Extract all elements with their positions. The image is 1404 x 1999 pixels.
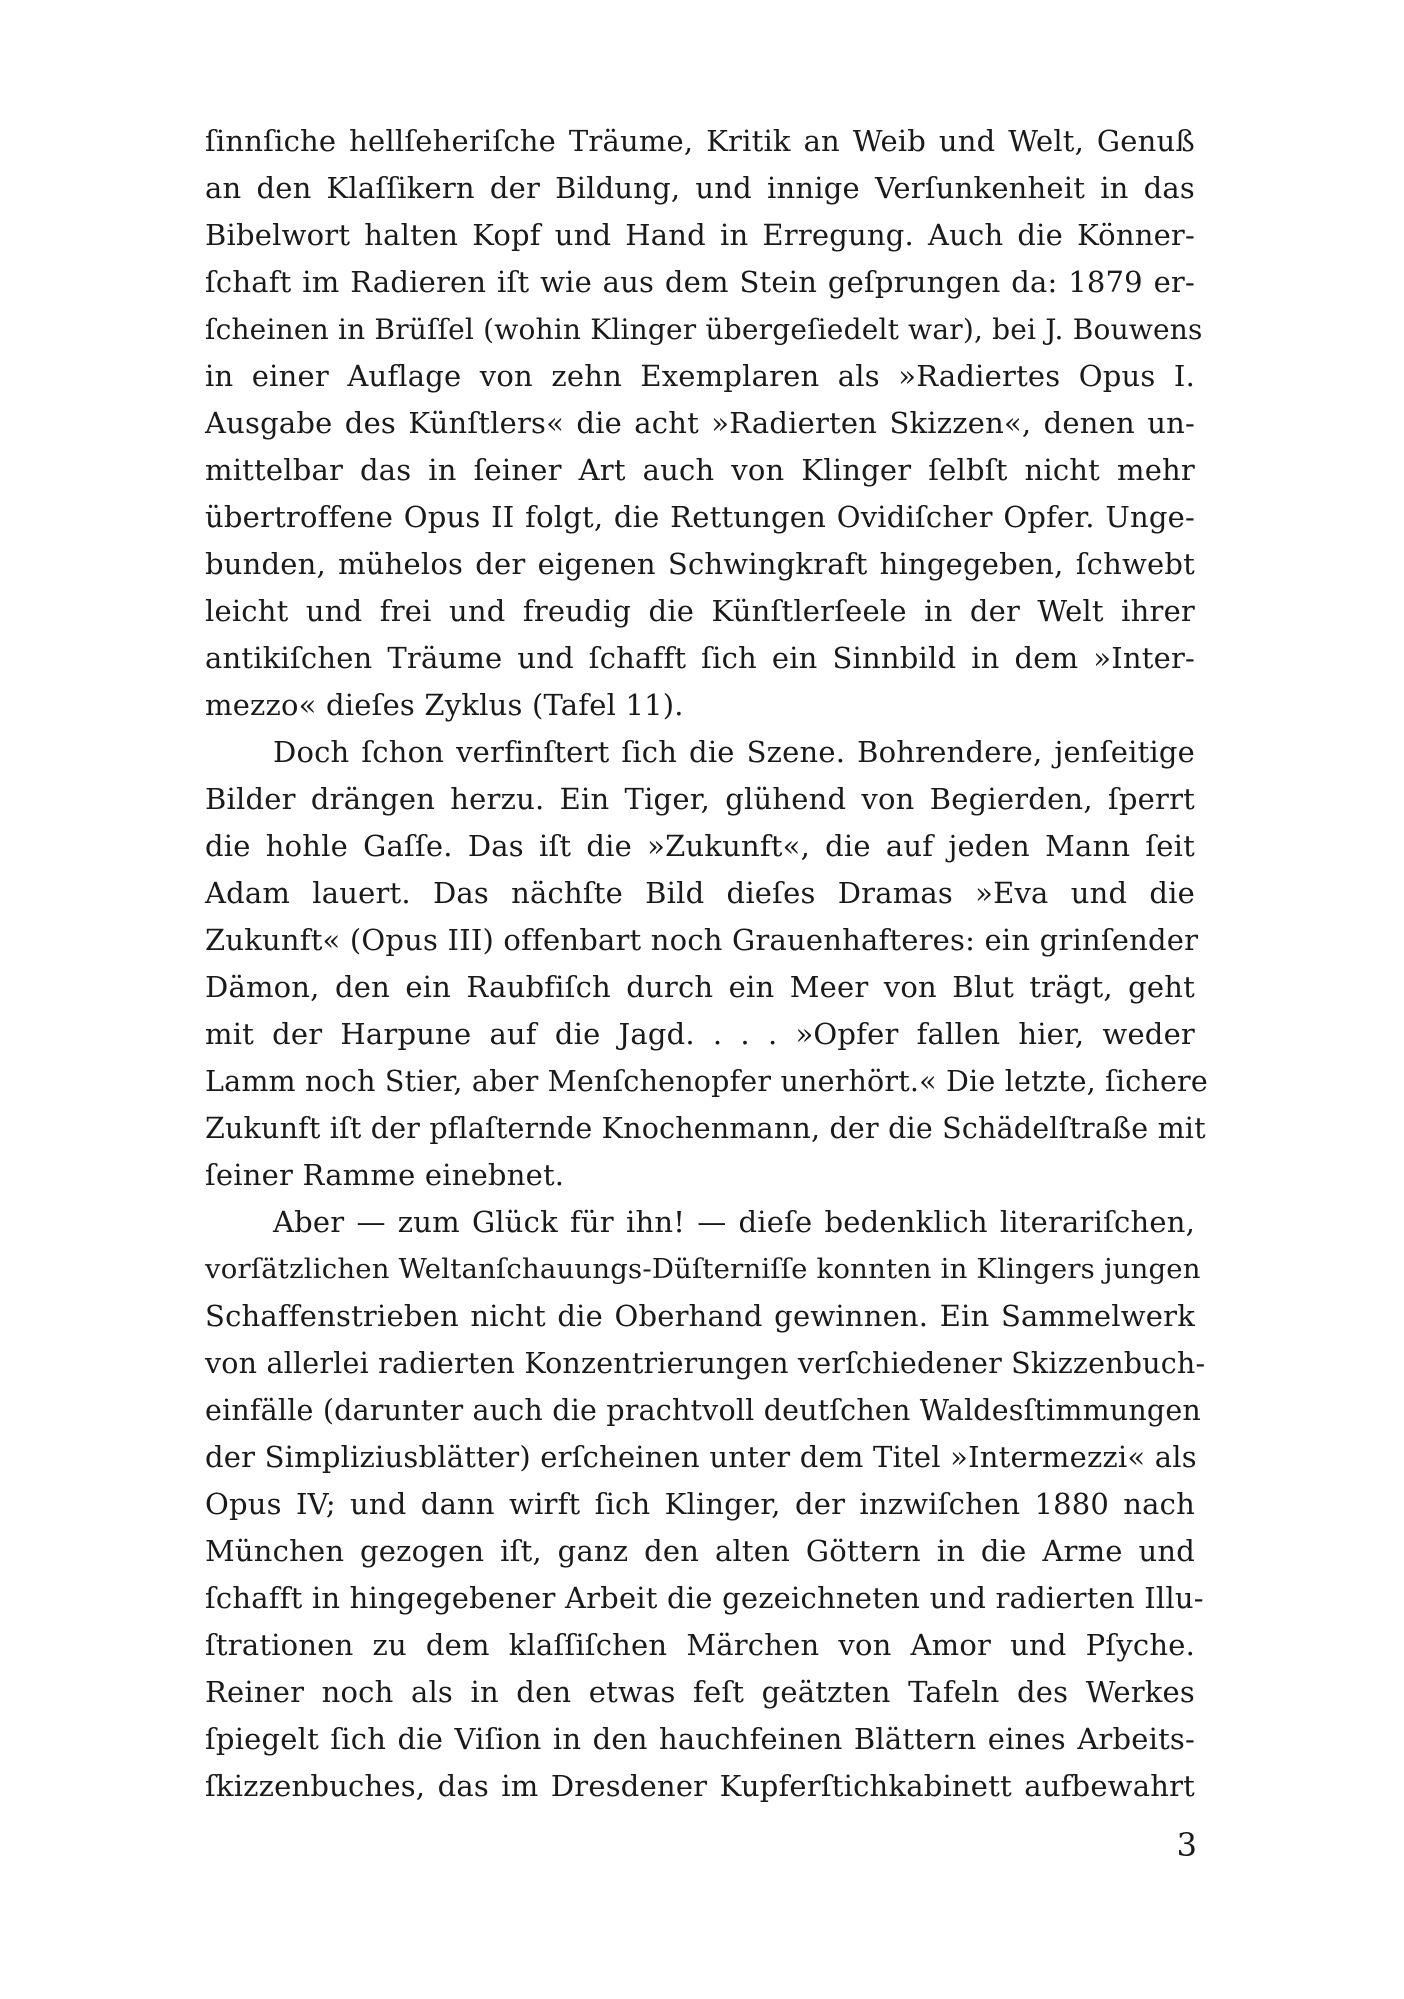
text-line: ſchafft in hingegebener Arbeit die gezeichneten und radierten Illu- [205,1581,1204,1615]
text-line: ſtrationen zu dem klaſſiſchen Märchen von Amor und Pſyche. [205,1628,1195,1662]
text-line: antikiſchen Träume und ſchafft ſich ein Sinnbild in dem »Inter- [205,641,1195,675]
text-line: bunden, mühelos der eigenen Schwingkraft hingegeben, ſchwebt [205,547,1195,581]
text-line: Reiner noch als in den etwas feſt geätzten Tafeln des Werkes [205,1675,1195,1709]
text-line: übertroffene Opus II folgt, die Rettungen Ovidiſcher Opfer. Unge- [205,500,1195,534]
text-line: Ausgabe des Künſtlers« die acht »Radierten Skizzen«, denen un- [205,406,1195,440]
text-line: Opus IV; und dann wirft ſich Klinger, der inzwiſchen 1880 nach [205,1487,1195,1521]
text-line: die hohle Gaſſe. Das iſt die »Zukunft«, die auf jeden Mann ſeit [205,829,1195,863]
text-line: Doch ſchon verfinſtert ſich die Szene. Bohrendere, jenſeitige [273,735,1195,769]
text-line: der Simpliziusblätter) erſcheinen unter dem Titel »Intermezzi« als [205,1440,1197,1474]
text-line: Bilder drängen herzu. Ein Tiger, glühend von Begierden, ſperrt [205,782,1195,816]
text-line: mittelbar das in ſeiner Art auch von Klinger ſelbſt nicht mehr [205,453,1195,487]
text-line: von allerlei radierten Konzentrierungen verſchiedener Skizzenbuch- [205,1347,1206,1380]
text-line: in einer Auflage von zehn Exemplaren als »Radiertes Opus I. [205,359,1195,393]
text-line: mit der Harpune auf die Jagd. . . . »Opfer fallen hier, weder [205,1017,1195,1051]
text-line: Adam lauert. Das nächſte Bild dieſes Dramas »Eva und die [205,876,1195,910]
text-line: Aber — zum Glück für ihn! — dieſe bedenklich literariſchen, [273,1205,1195,1239]
text-line: Schaffenstrieben nicht die Oberhand gewinnen. Ein Sammelwerk [205,1299,1195,1333]
text-line: Bibelwort halten Kopf und Hand in Erregung. Auch die Könner- [205,218,1195,252]
text-line: ſeiner Ramme einebnet. [205,1158,565,1192]
text-line: Lamm noch Stier, aber Menſchenopfer unerhört.« Die letzte, ſichere [205,1065,1208,1098]
text-line: einfälle (darunter auch die prachtvoll deutſchen Waldesſtimmungen [205,1394,1201,1427]
text-line: Zukunft« (Opus III) offenbart noch Grauenhafteres: ein grinſender [205,923,1199,957]
text-line: ſinnſiche hellſeheriſche Träume, Kritik an Weib und Welt, Genuß [205,124,1195,158]
text-line: Zukunft iſt der pflaſternde Knochenmann, der die Schädelſtraße mit [205,1112,1206,1145]
text-line: leicht und frei und freudig die Künſtlerſeele in der Welt ihrer [205,594,1195,628]
text-line: mezzo« dieſes Zyklus (Tafel 11). [205,688,684,722]
text-line: Dämon, den ein Raubfiſch durch ein Meer von Blut trägt, geht [205,970,1195,1004]
text-line: ſkizzenbuches, das im Dresdener Kupferſtichkabinett aufbewahrt [205,1769,1195,1803]
text-line: ſchaft im Radieren iſt wie aus dem Stein geſprungen da: 1879 er- [205,265,1195,299]
text-line: München gezogen iſt, ganz den alten Göttern in die Arme und [205,1534,1195,1568]
page-number: 3 [1176,1826,1197,1864]
text-line: an den Klaſſikern der Bildung, und innige Verſunkenheit in das [205,171,1195,205]
text-line: vorſätzlichen Weltanſchauungs-Düſterniſſe konnten in Klingers jungen [205,1253,1201,1285]
body-text [205,118,1208,1810]
text-line: ſpiegelt ſich die Viſion in den hauchfeinen Blättern eines Arbeits- [205,1722,1195,1756]
text-line: ſcheinen in Brüſſel (wohin Klinger übergeſiedelt war), bei J. Bouwens [205,313,1203,346]
